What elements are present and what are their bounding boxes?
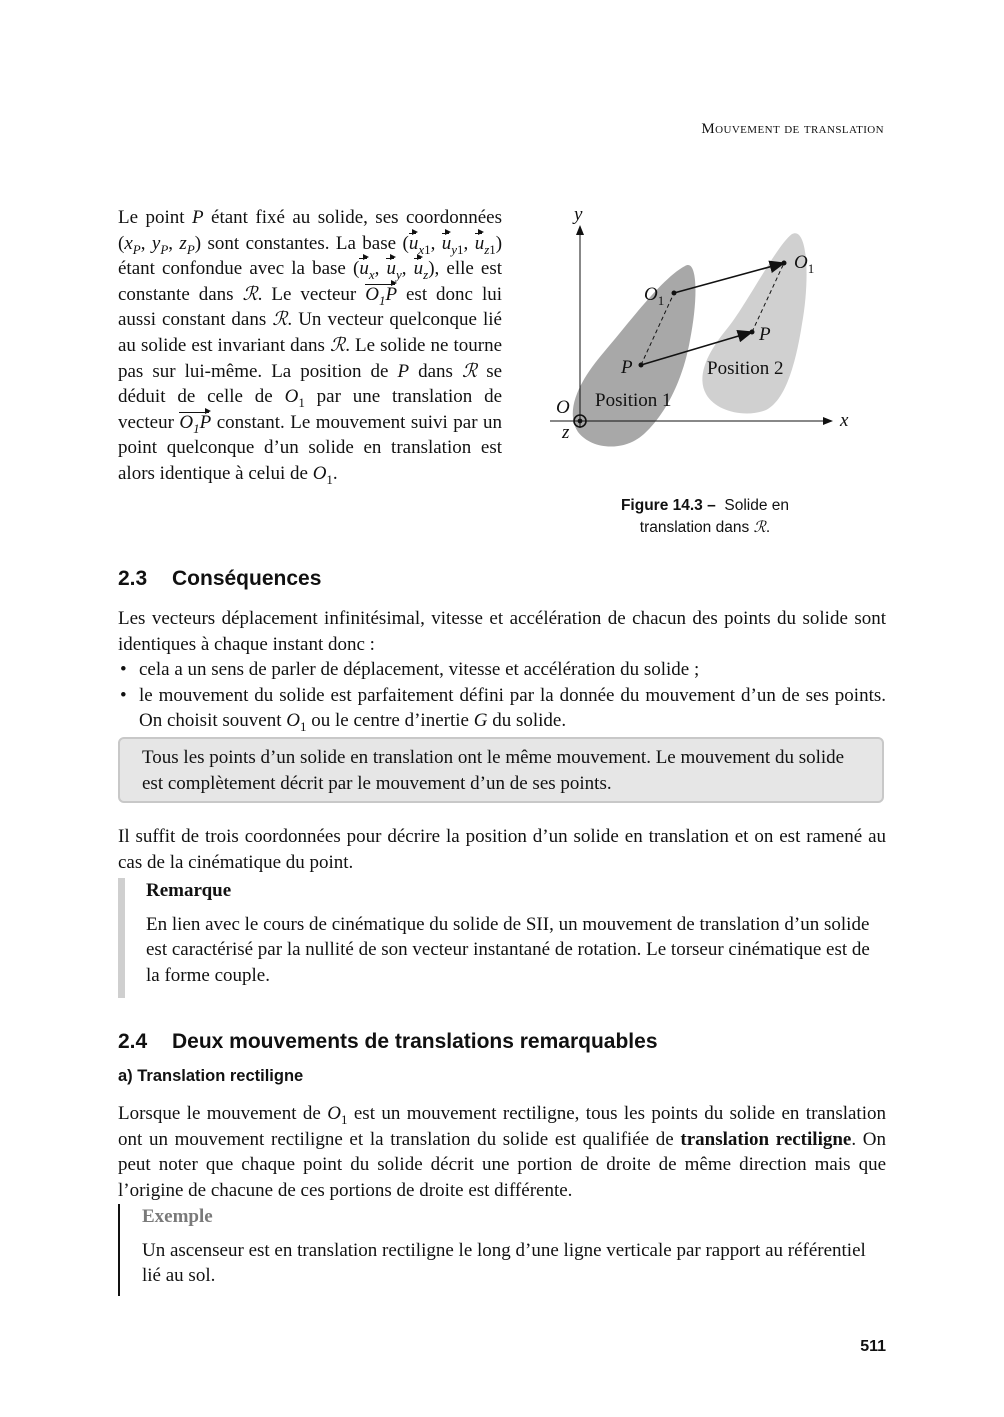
point-P-pos1 [639, 363, 644, 368]
remark-block [118, 878, 886, 998]
remark-text: En lien avec le cours de cinématique du solide de SII, un mouvement de translation d’un solide est caractérisé par la nullité de son vecteur instantané de rotation. Le torseur cinématique est de la forme couple. [146, 913, 870, 986]
label-position-2: Position 2 [707, 358, 784, 379]
section-2-3-intro: Les vecteurs déplacement infinitésimal, vitesse et accélération de chacun des points du solide sont identiques à chaque instant donc : • cela a un sens de parler de déplacement, vitesse et accélération du solide ; • le mouvement du solide est parfaitement défini par la donnée du mouvement d’un de ses points. On choisit souvent $O_1$ ou le centre d’inertie G du solide. [118, 606, 886, 734]
consequences-list [118, 657, 886, 734]
point-O1-pos1 [672, 291, 677, 296]
list-item: • cela a un sens de parler de déplacement, vitesse et accélération du solide ; [118, 657, 886, 683]
list-item: • le mouvement du solide est parfaitement défini par la donnée du mouvement d’un de ses points. On choisit souvent $O_1$ ou le centre d’inertie G du solide. [118, 683, 886, 734]
point-O1-pos2 [782, 261, 787, 266]
label-z: z [562, 422, 570, 443]
label-O1-pos2: $O_1$ [794, 252, 815, 276]
section-2-4-heading: 2.4 Deux mouvements de translations remarquables [118, 1030, 658, 1053]
remark-title: Remarque [146, 880, 232, 901]
label-y: y [574, 204, 583, 225]
point-P-pos2 [750, 330, 755, 335]
section-2-3-heading: 2.3 Conséquences [118, 567, 322, 590]
vector-O1P: $O_1P$ [365, 283, 398, 308]
label-O1-pos1: $O_1$ [644, 284, 665, 308]
key-statement-box: Tous les points d’un solide en translation ont le même mouvement. Le mouvement du solide est complètement décrit par le mouvement d’un de ses points. [118, 737, 884, 803]
label-x: x [840, 410, 849, 431]
base-solid: ($u_{x1}$, $u_{y1}$, $u_{z1}$) [402, 232, 503, 257]
page-number: 511 [860, 1338, 886, 1355]
figure-caption: Figure 14.3 – Solide en translation dans ℛ. [620, 497, 790, 536]
section-2-3-para2: Il suffit de trois coordonnées pour décrire la position d’un solide en translation et on est ramené au cas de la cinématique du point. [118, 826, 886, 873]
base-reference: ($u_x$, $u_y$, $u_z$) [352, 258, 435, 282]
label-P-pos2: P [759, 324, 771, 345]
figure-translation-diagram [540, 200, 860, 460]
vector-O1P-2: $O_1P$ [179, 411, 212, 436]
example-title: Exemple [142, 1206, 213, 1227]
example-block [118, 1204, 886, 1296]
intro-paragraph: Le point P étant fixé au solide, ses coordonnées ($x_P$, $y_P$, $z_P$) sont constantes. La base ($u_{x1}$, $u_{y1}$, $u_{z1}$) étant confondue avec la base ($u_x$, $u_y$, $u_z$), elle est constante dans ℛ. Le vecteur $O_1P$ est donc lui aussi constant dans ℛ. Un vecteur quelconque lié au solide est invariant dans ℛ. Le solide ne tourne pas sur lui-même. La position de P dans ℛ se déduit de celle de $O_1$ par une translation de vecteur $O_1P$ constant. Le mouvement suivi par un point quelconque d’un solide en translation est alors identique à celui de $O_1$. [118, 207, 503, 487]
subsection-a-heading: a) Translation rectiligne [118, 1067, 304, 1085]
origin-dot [578, 419, 583, 424]
solid-position-2 [702, 233, 806, 413]
section-2-4-paragraph: Lorsque le mouvement de $O_1$ est un mouvement rectiligne, tous les points du solide en translation ont un mouvement rectiligne et la translation du solide est qualifiée de translation rectiligne. On peut noter que chaque point du solide décrit une portion de droite de même direction mais que l’origine de chacune de ces portions de droite est différente. [118, 1103, 887, 1201]
running-header: Mouvement de translation [701, 121, 884, 137]
example-text: Un ascenseur est en translation rectiligne le long d’une ligne verticale par rapport au référentiel lié au sol. [142, 1239, 866, 1287]
label-P-pos1: P [621, 357, 633, 378]
coordinates: ($x_P$, $y_P$, $z_P$) [118, 232, 202, 257]
label-O: O [556, 397, 570, 418]
label-position-1: Position 1 [595, 390, 672, 411]
